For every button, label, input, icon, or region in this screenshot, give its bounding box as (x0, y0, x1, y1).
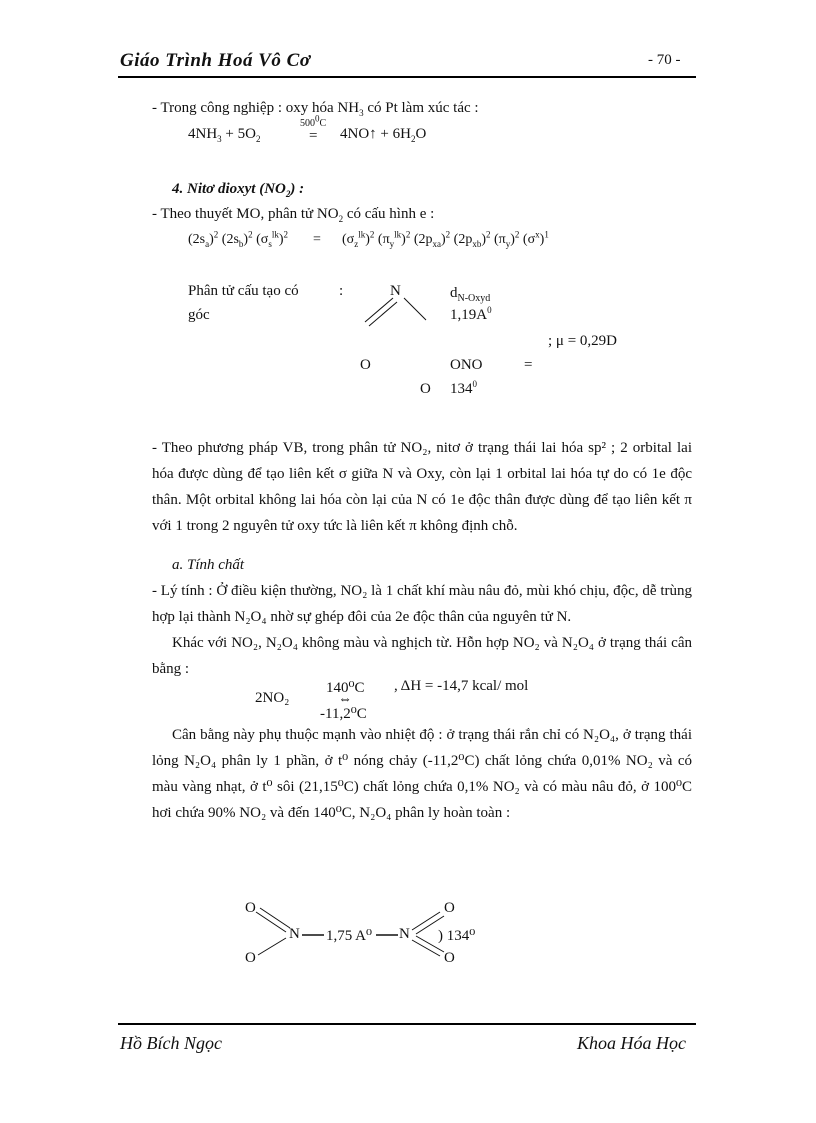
equilibrium-paragraph: Cân bằng này phụ thuộc mạnh vào nhiệt độ : ở trạng thái rắn chỉ có N₂O₄, ở trạng thái lỏng N₂O₄ phân ly 1 phần, ở t⁰ nóng chảy (-11,2⁰C) chất lỏng chứa 0,01% NO₂ và có màu vàng nhạt, ở t⁰ sôi (21,15⁰C) chất lỏng chứa 0,1% NO₂ và có màu nâu đỏ, ở 100⁰C hơi chứa 90% NO₂ và đến 140⁰C, N₂O₄ phân ly hoàn toàn : (152, 727, 692, 821)
vb-paragraph: - Theo phương pháp VB, trong phân tử NO₂, nitơ ở trạng thái lai hóa sp² ; 2 orbital lai hóa được dùng để tạo liên kết σ giữa N và Oxy, còn lại 1 orbital lai hóa tự do có 1e độc thân. Một orbital không lai hóa còn lại của N có 1e độc thân được dùng để tạo liên kết π với 1 trong 2 nguyên tử oxy tức là liên kết π không định chỗ. (152, 440, 692, 534)
header-title: Giáo Trình Hoá Vô Cơ (120, 50, 311, 71)
atom-o-bottom: O (420, 381, 431, 397)
angle-label-text: góc (188, 307, 210, 323)
bond-n-o-2 (369, 302, 397, 326)
physical-properties: - Lý tính : Ở điều kiện thường, NO₂ là 1 chất khí màu nâu đỏ, mùi khó chịu, độc, dễ trùng hợp lại thành N₂O₄ nhờ sự ghép đôi của 2e độc thân của nguyên tử N. (152, 583, 692, 625)
n2o4-o-right-top: O (444, 900, 455, 916)
eq2-condition-top: 140⁰C (326, 680, 365, 696)
footer-divider (118, 1023, 696, 1025)
structure-label: Phân tử cấu tạo có (188, 283, 299, 299)
eq2-arrows: ⇔ (338, 692, 352, 707)
footer-author: Hồ Bích Ngọc (120, 1033, 222, 1053)
bond-angle-label: ONO (450, 357, 483, 373)
atom-o-left: O (360, 357, 371, 373)
n2o4-o-right-bottom: O (444, 950, 455, 966)
n2o4-o-left-bottom: O (245, 950, 256, 966)
n2o4-bond-left-bottom (258, 938, 286, 955)
bond-angle-equals: = (524, 357, 533, 373)
section-title: 4. Nitơ dioxyt $(NO_2)$ : (172, 181, 305, 199)
n2o4-angle: ) 134⁰ (438, 928, 476, 944)
mo-config-right: $(\sigma_z^{lk})^2$ $(\pi_y^{lk})^2$ $(2p_{xa})^2$ $(2p_{xb})^2$ $(\pi_y)^2$ $(\sigma^x)^1$ (342, 229, 549, 249)
mo-config-equals: = (313, 232, 321, 247)
n2o4-n-left: N (289, 926, 300, 942)
eq2-condition-bottom: -11,2⁰C (320, 706, 367, 722)
atom-n: N (390, 283, 401, 299)
bond-length-label: $d_{N-Oxyd}$ (450, 285, 491, 304)
color-paragraph: Khác với NO₂, N₂O₄ không màu và nghịch từ. Hỗn hợp NO₂ và N₂O₄ ở trạng thái cân bằng : (152, 635, 692, 677)
n2o4-bond-length: 1,75 A⁰ (326, 928, 373, 944)
footer-department: Khoa Hóa Học (577, 1033, 686, 1053)
properties-title: a. Tính chất (172, 557, 245, 573)
bond-n-o-3 (404, 298, 426, 320)
dipole-moment: ; μ = 0,29D (548, 333, 618, 349)
eq2-left: 2NO₂ (255, 690, 290, 706)
n2o4-bond-right-bottom-a (412, 940, 440, 956)
structure-colon: : (339, 283, 344, 299)
n2o4-n-right: N (399, 926, 410, 942)
bond-n-o-1 (365, 298, 393, 322)
eq1-products: 4NO↑ + $6H_2O$ (340, 126, 427, 144)
industry-line: - Trong công nghiệp : oxy hóa $NH_3$ có Pt làm xúc tác : (152, 100, 479, 118)
eq1-sign: = (309, 128, 318, 144)
eq1-condition: $500^0C$ (300, 113, 327, 129)
equation-nh3-oxidation: $4NH_3 + 5O_2$ (188, 126, 261, 144)
bond-length-value: $1,19A^0$ (450, 305, 492, 323)
mo-intro: - Theo thuyết MO, phân tử $NO_2$ có cấu hình e : (152, 206, 435, 224)
n2o4-o-left-top: O (245, 900, 256, 916)
bond-angle-value: $134^0$ (450, 379, 477, 397)
page-number: - 70 - (648, 52, 681, 68)
eq2-enthalpy: , ΔH = -14,7 kcal/ mol (394, 678, 529, 694)
mo-config-left: $(2s_a)^2$ $(2s_b)^2$ $(\sigma_s^{lk})^2$ (188, 229, 289, 249)
